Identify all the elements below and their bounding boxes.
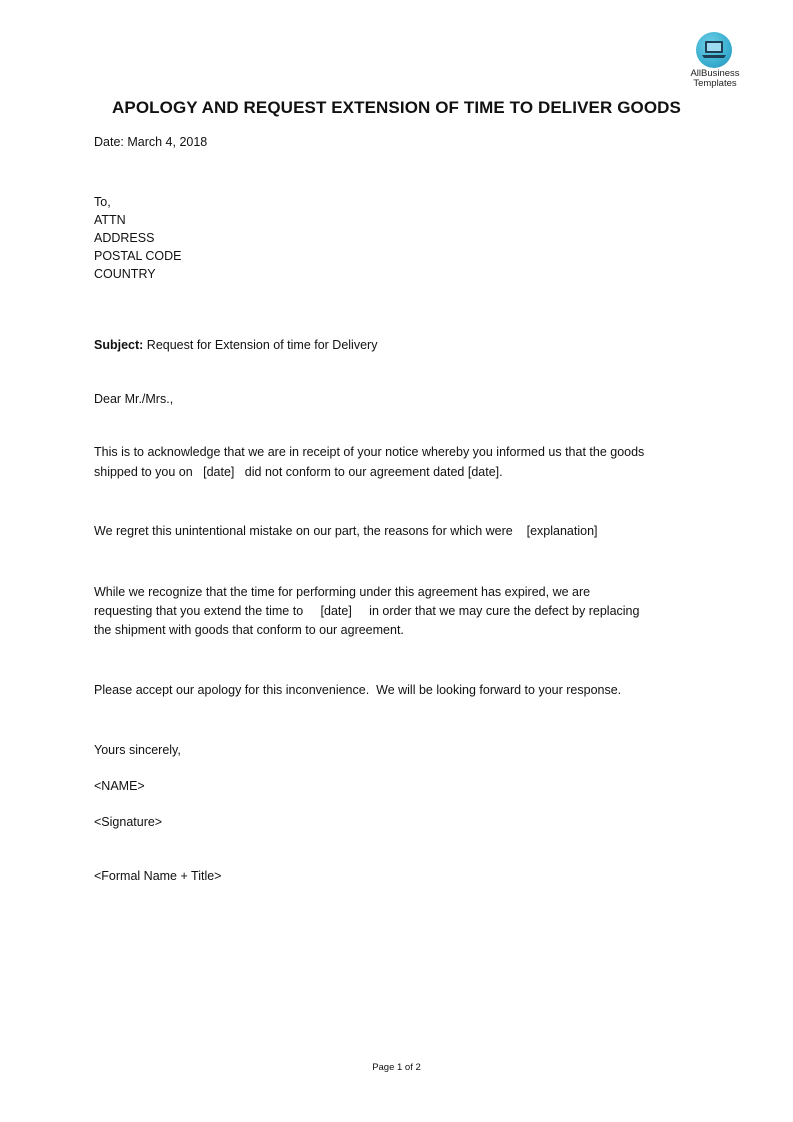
page-number: Page 1 of 2 (372, 1062, 421, 1073)
logo-text-line2: Templates (693, 78, 737, 89)
paragraph1-line1: This is to acknowledge that we are in receipt of your notice whereby you informed us that the goods (94, 445, 645, 459)
salutation: Dear Mr./Mrs., (94, 392, 174, 406)
paragraph2-line1: We regret this unintentional mistake on our part, the reasons for which were [explanation] (94, 524, 598, 538)
date-line: Date: March 4, 2018 (94, 135, 208, 149)
allbusiness-logo (678, 30, 752, 92)
address-line: ADDRESS (94, 231, 155, 245)
address-country: COUNTRY (94, 267, 156, 281)
paragraph3-line3: the shipment with goods that conform to our agreement. (94, 623, 404, 637)
laptop-icon (696, 32, 732, 68)
signer-name: <NAME> (94, 779, 145, 793)
address-to: To, (94, 195, 111, 209)
subject-line (94, 336, 377, 355)
paragraph3-line1: While we recognize that the time for performing under this agreement has expired, we are (94, 585, 591, 599)
subject-text: Request for Extension of time for Delivery (146, 338, 378, 352)
closing: Yours sincerely, (94, 743, 181, 757)
signature-placeholder: <Signature> (94, 815, 163, 829)
address-postal-code: POSTAL CODE (94, 249, 182, 263)
paragraph3-line2: requesting that you extend the time to [date] in order that we may cure the defect by replacing (94, 604, 640, 618)
paragraph1-line2: shipped to you on [date] did not conform to our agreement dated [date]. (94, 465, 503, 479)
paragraph4-line1: Please accept our apology for this inconvenience. We will be looking forward to your response. (94, 683, 622, 697)
document-title: APOLOGY AND REQUEST EXTENSION OF TIME TO DELIVER GOODS (112, 98, 681, 117)
subject-label: Subject: (94, 338, 144, 352)
address-attn: ATTN (94, 213, 126, 227)
formal-name-title: <Formal Name + Title> (94, 869, 222, 883)
logo-text-line1: AllBusiness (690, 68, 740, 79)
